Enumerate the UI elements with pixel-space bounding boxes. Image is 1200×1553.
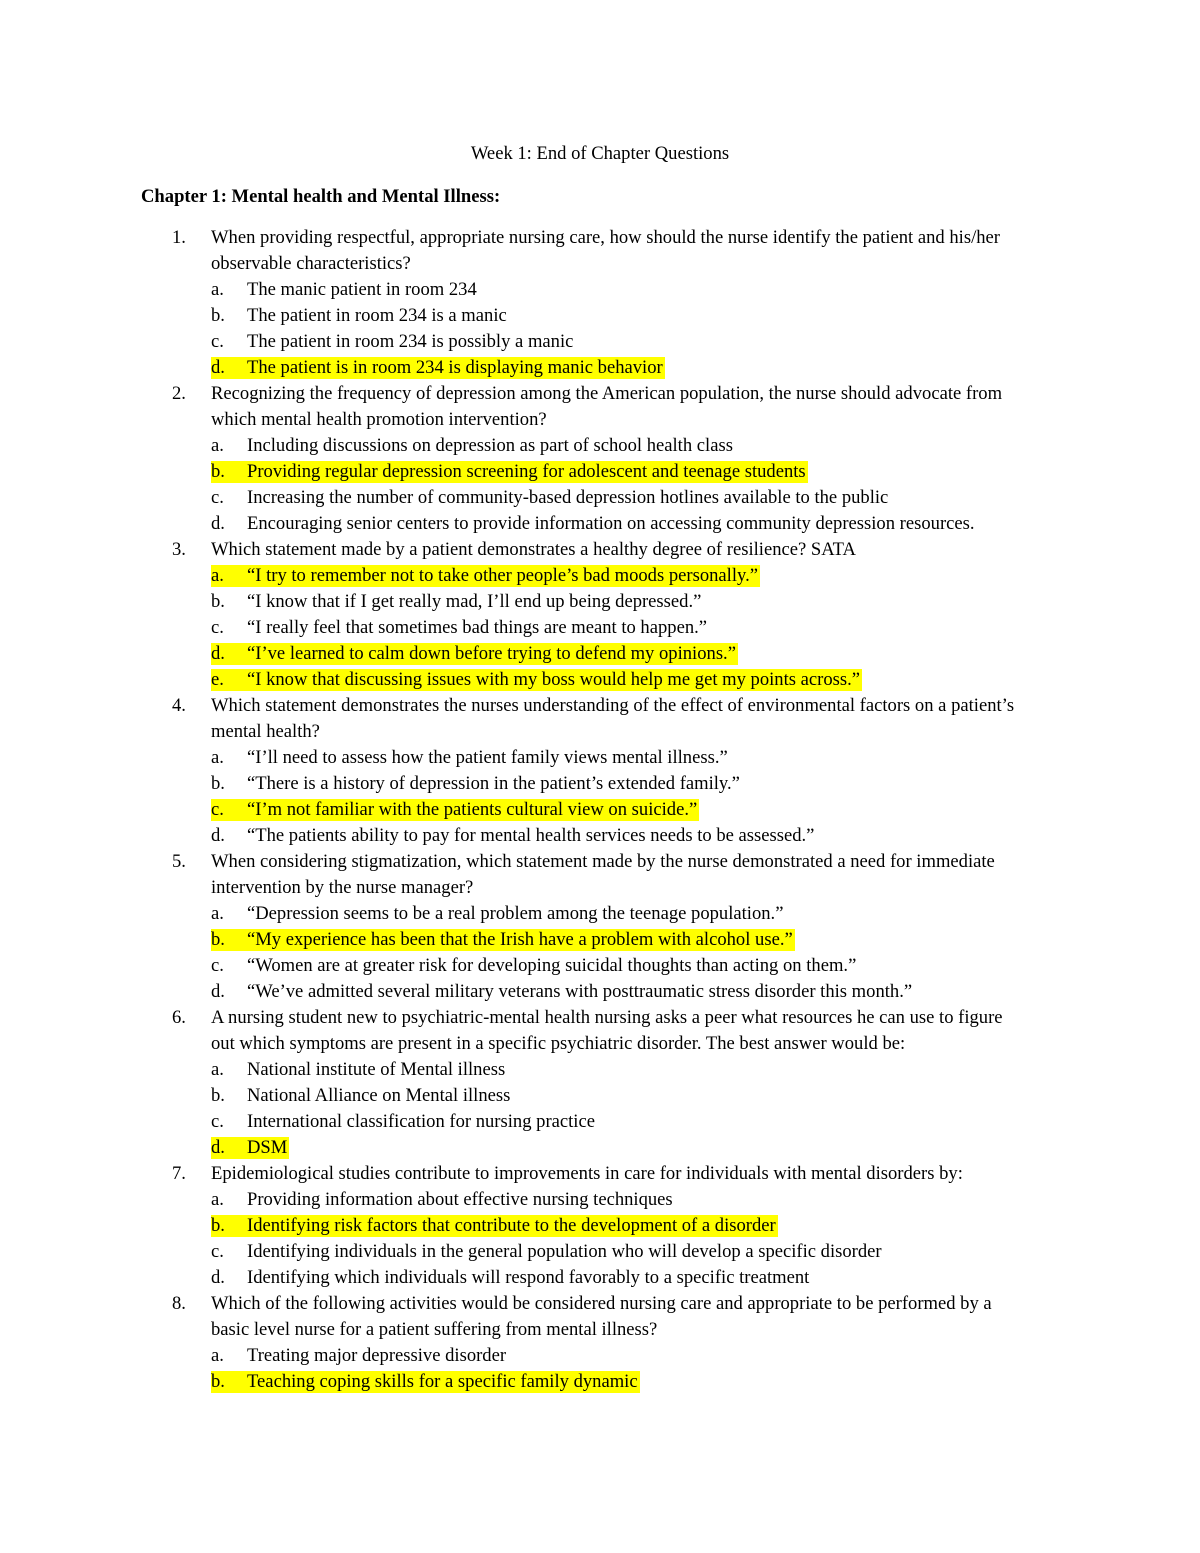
question-text: When providing respectful, appropriate nursing care, how should the nurse identify the patient and his/her	[211, 227, 1000, 248]
option-text: “I’ll need to assess how the patient family views mental illness.”	[247, 747, 728, 768]
answer-option-body	[211, 1059, 507, 1081]
question-text: basic level nurse for a patient suffering from mental illness?	[211, 1319, 658, 1340]
document-title: Week 1: End of Chapter Questions	[470, 143, 730, 164]
option-text: “There is a history of depression in the patient’s extended family.”	[247, 773, 740, 794]
question-text: intervention by the nurse manager?	[211, 877, 474, 898]
option-letter: d.	[211, 1267, 225, 1288]
answer-option	[0, 953, 1200, 979]
option-text: Including discussions on depression as part of school health class	[247, 435, 733, 456]
answer-option	[0, 771, 1200, 797]
option-letter: a.	[211, 1059, 224, 1080]
option-letter: e.	[211, 669, 224, 690]
highlighted-answer	[211, 799, 699, 821]
answer-option-body	[211, 1267, 811, 1289]
question-line	[0, 251, 1200, 277]
answer-option	[0, 485, 1200, 511]
answer-option	[0, 511, 1200, 537]
option-letter: a.	[211, 435, 224, 456]
answer-option-body	[211, 825, 816, 847]
option-letter: a.	[211, 279, 224, 300]
answer-option	[0, 355, 1200, 381]
option-letter: b.	[211, 929, 225, 950]
option-letter: d.	[211, 1137, 225, 1158]
option-text: The patient in room 234 is possibly a manic	[247, 331, 574, 352]
answer-option-body	[211, 1241, 884, 1263]
question-line	[0, 1291, 1200, 1317]
answer-option	[0, 589, 1200, 615]
question-line	[0, 849, 1200, 875]
option-text: DSM	[247, 1137, 288, 1158]
answer-option-body	[211, 513, 977, 535]
answer-option-body	[211, 1345, 508, 1367]
option-text: Identifying which individuals will respond favorably to a specific treatment	[247, 1267, 810, 1288]
question-text: out which symptoms are present in a specific psychiatric disorder. The best answer would be:	[211, 1033, 906, 1054]
question-line	[0, 381, 1200, 407]
question-number: 5.	[172, 851, 186, 872]
option-text: “I really feel that sometimes bad things are meant to happen.”	[247, 617, 708, 638]
question-line	[0, 1031, 1200, 1057]
option-text: “I’ve learned to calm down before trying to defend my opinions.”	[247, 643, 736, 664]
option-letter: a.	[211, 903, 224, 924]
option-letter: c.	[211, 617, 224, 638]
highlighted-answer	[211, 643, 738, 665]
question-text: which mental health promotion intervention?	[211, 409, 547, 430]
option-text: “Women are at greater risk for developing suicidal thoughts than acting on them.”	[247, 955, 857, 976]
option-letter: c.	[211, 1111, 224, 1132]
answer-option	[0, 745, 1200, 771]
question-text: Which statement demonstrates the nurses understanding of the effect of environmental factors on a patient’s	[211, 695, 1015, 716]
answer-option	[0, 615, 1200, 641]
answer-option	[0, 1187, 1200, 1213]
answer-option	[0, 979, 1200, 1005]
question-line	[0, 719, 1200, 745]
answer-option	[0, 641, 1200, 667]
question-item	[0, 537, 1200, 693]
answer-option-body	[211, 617, 709, 639]
option-text: Teaching coping skills for a specific family dynamic	[247, 1371, 638, 1392]
answer-option	[0, 1265, 1200, 1291]
option-letter: d.	[211, 825, 225, 846]
highlighted-answer	[211, 669, 862, 691]
answer-option-body	[211, 981, 914, 1003]
question-text: When considering stigmatization, which statement made by the nurse demonstrated a need for immediate	[211, 851, 995, 872]
question-text: Epidemiological studies contribute to improvements in care for individuals with mental disorders by:	[211, 1163, 963, 1184]
answer-option	[0, 1343, 1200, 1369]
option-letter: b.	[211, 1085, 225, 1106]
option-text: The manic patient in room 234	[247, 279, 477, 300]
option-text: Providing information about effective nursing techniques	[247, 1189, 673, 1210]
question-text: Which statement made by a patient demonstrates a healthy degree of resilience? SATA	[211, 539, 856, 560]
question-text: mental health?	[211, 721, 320, 742]
question-item	[0, 1161, 1200, 1291]
question-item	[0, 225, 1200, 381]
answer-option-body	[211, 773, 742, 795]
highlighted-answer	[211, 357, 665, 379]
question-item	[0, 849, 1200, 1005]
option-letter: b.	[211, 773, 225, 794]
question-text: Which of the following activities would be considered nursing care and appropriate to be performed by a	[211, 1293, 992, 1314]
answer-option-body	[211, 903, 785, 925]
option-text: “My experience has been that the Irish have a problem with alcohol use.”	[247, 929, 793, 950]
highlighted-answer	[211, 1371, 640, 1393]
answer-option	[0, 303, 1200, 329]
option-text: Treating major depressive disorder	[247, 1345, 507, 1366]
option-letter: c.	[211, 487, 224, 508]
answer-option-body	[211, 331, 575, 353]
option-letter: d.	[211, 513, 225, 534]
answer-option	[0, 823, 1200, 849]
option-text: “Depression seems to be a real problem among the teenage population.”	[247, 903, 784, 924]
answer-option	[0, 1057, 1200, 1083]
option-text: “I know that if I get really mad, I’ll end up being depressed.”	[247, 591, 702, 612]
answer-option-body	[211, 1111, 597, 1133]
answer-option	[0, 433, 1200, 459]
option-letter: b.	[211, 1215, 225, 1236]
answer-option	[0, 277, 1200, 303]
answer-option	[0, 329, 1200, 355]
answer-option-body	[211, 747, 730, 769]
option-letter: c.	[211, 799, 224, 820]
answer-option-body	[211, 435, 735, 457]
answer-option	[0, 563, 1200, 589]
answer-option-body	[211, 591, 703, 613]
answer-option	[0, 927, 1200, 953]
option-letter: d.	[211, 981, 225, 1002]
answer-option-body	[211, 1189, 675, 1211]
question-line	[0, 693, 1200, 719]
question-number: 6.	[172, 1007, 186, 1028]
highlighted-answer	[211, 461, 808, 483]
answer-option-body	[211, 305, 509, 327]
answer-option-body	[211, 955, 858, 977]
question-text: Recognizing the frequency of depression among the American population, the nurse should advocate from	[211, 383, 1003, 404]
question-line	[0, 225, 1200, 251]
option-text: Increasing the number of community-based depression hotlines available to the public	[247, 487, 889, 508]
answer-option	[0, 1213, 1200, 1239]
option-letter: c.	[211, 955, 224, 976]
answer-option	[0, 1239, 1200, 1265]
question-line	[0, 1161, 1200, 1187]
highlighted-answer	[211, 1215, 778, 1237]
option-text: “I’m not familiar with the patients cultural view on suicide.”	[247, 799, 698, 820]
option-letter: c.	[211, 331, 224, 352]
answer-option-body	[211, 1085, 512, 1107]
question-item	[0, 693, 1200, 849]
option-letter: b.	[211, 305, 225, 326]
question-line	[0, 1005, 1200, 1031]
option-text: “The patients ability to pay for mental health services needs to be assessed.”	[247, 825, 815, 846]
question-number: 3.	[172, 539, 186, 560]
answer-option-body	[211, 487, 890, 509]
option-text: “I know that discussing issues with my boss would help me get my points across.”	[247, 669, 861, 690]
option-letter: a.	[211, 747, 224, 768]
question-number: 7.	[172, 1163, 186, 1184]
question-item	[0, 381, 1200, 537]
answer-option	[0, 797, 1200, 823]
answer-option	[0, 1109, 1200, 1135]
answer-option	[0, 459, 1200, 485]
option-letter: a.	[211, 1345, 224, 1366]
option-letter: d.	[211, 357, 225, 378]
question-number: 8.	[172, 1293, 186, 1314]
chapter-heading: Chapter 1: Mental health and Mental Illness:	[141, 186, 501, 207]
option-text: Identifying risk factors that contribute to the development of a disorder	[247, 1215, 776, 1236]
option-text: Providing regular depression screening for adolescent and teenage students	[247, 461, 806, 482]
question-number: 4.	[172, 695, 186, 716]
option-text: National institute of Mental illness	[247, 1059, 506, 1080]
answer-option-body	[211, 279, 479, 301]
answer-option	[0, 667, 1200, 693]
question-line	[0, 407, 1200, 433]
question-line	[0, 875, 1200, 901]
question-text: A nursing student new to psychiatric-mental health nursing asks a peer what resources he can use to figure	[211, 1007, 1003, 1028]
option-text: The patient in room 234 is a manic	[247, 305, 507, 326]
option-letter: a.	[211, 1189, 224, 1210]
question-line	[0, 1317, 1200, 1343]
option-letter: d.	[211, 643, 225, 664]
answer-option	[0, 1083, 1200, 1109]
option-text: “We’ve admitted several military veterans with posttraumatic stress disorder this month.”	[247, 981, 913, 1002]
highlighted-answer	[211, 929, 795, 951]
option-text: The patient is in room 234 is displaying manic behavior	[247, 357, 663, 378]
option-text: “I try to remember not to take other people’s bad moods personally.”	[247, 565, 759, 586]
option-text: International classification for nursing practice	[247, 1111, 595, 1132]
question-line	[0, 537, 1200, 563]
answer-option	[0, 1135, 1200, 1161]
option-letter: b.	[211, 461, 225, 482]
highlighted-answer	[211, 1137, 289, 1159]
option-letter: c.	[211, 1241, 224, 1262]
question-text: observable characteristics?	[211, 253, 411, 274]
option-letter: b.	[211, 591, 225, 612]
answer-option	[0, 1369, 1200, 1395]
question-number: 1.	[172, 227, 186, 248]
option-text: National Alliance on Mental illness	[247, 1085, 511, 1106]
option-text: Encouraging senior centers to provide information on accessing community depression resources.	[247, 513, 975, 534]
highlighted-answer	[211, 565, 760, 587]
option-text: Identifying individuals in the general population who will develop a specific disorder	[247, 1241, 882, 1262]
question-number: 2.	[172, 383, 186, 404]
answer-option	[0, 901, 1200, 927]
question-item	[0, 1291, 1200, 1395]
question-item	[0, 1005, 1200, 1161]
option-letter: a.	[211, 565, 224, 586]
question-list	[0, 225, 1200, 1395]
option-letter: b.	[211, 1371, 225, 1392]
